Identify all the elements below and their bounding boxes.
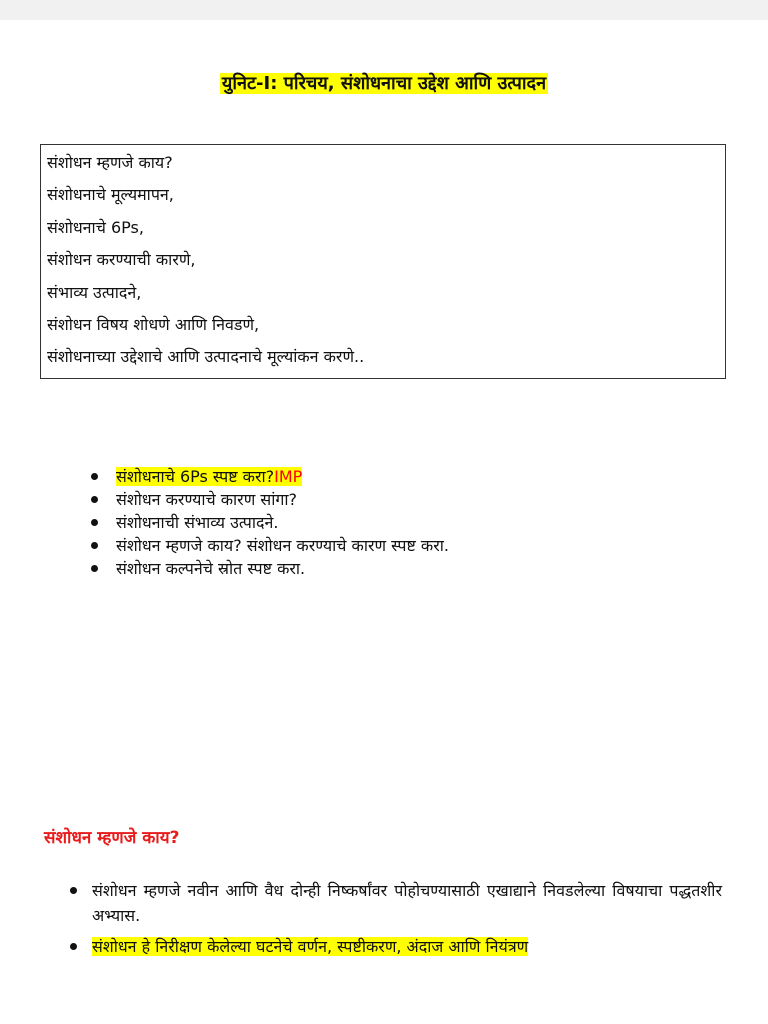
definition-text-highlighted: संशोधन हे निरीक्षण केलेल्या घटनेचे वर्णन, स्पष्टीकरण, अंदाज आणि नियंत्रण — [92, 937, 529, 956]
question-list — [88, 465, 449, 580]
definition-item — [68, 878, 722, 928]
unit-title — [0, 72, 768, 96]
topic-line: संशोधन म्हणजे काय? — [47, 153, 173, 172]
topic-line: संशोधनाचे 6Ps, — [47, 217, 144, 237]
unit-title-text: युनिट-I: परिचय, संशोधनाचा उद्देश आणि उत्पादन — [221, 73, 547, 94]
definition-list — [68, 878, 722, 965]
bullet-icon — [91, 473, 98, 480]
question-text: संशोधन कल्पनेचे स्रोत स्पष्ट करा. — [116, 559, 306, 578]
topic-line: संशोधनाच्या उद्देशाचे आणि उत्पादनाचे मूल्यांकन करणे.. — [47, 347, 365, 367]
question-item — [88, 465, 449, 488]
question-text: संशोधनाची संभाव्य उत्पादने. — [116, 513, 279, 532]
bullet-icon — [91, 542, 98, 549]
question-item — [88, 511, 449, 534]
bullet-icon — [91, 565, 98, 572]
topic-line: संशोधन करण्याची कारणे, — [47, 250, 196, 270]
question-text: संशोधन करण्याचे कारण सांगा? — [116, 490, 297, 509]
question-item — [88, 488, 449, 511]
question-item — [88, 557, 449, 580]
topic-line: संशोधनाचे मूल्यमापन, — [47, 185, 174, 205]
topic-line: संशोधन विषय शोधणे आणि निवडणे, — [47, 314, 260, 334]
bullet-icon — [91, 519, 98, 526]
bullet-icon — [91, 496, 98, 503]
question-text: संशोधनाचे 6Ps स्पष्ट करा? — [116, 467, 275, 486]
definition-item — [68, 934, 722, 959]
topics-box — [40, 144, 726, 379]
imp-tag: IMP — [274, 467, 303, 486]
question-text-highlighted — [116, 467, 302, 486]
definition-text: संशोधन म्हणजे नवीन आणि वैध दोन्ही निष्कर्षांवर पोहोचण्यासाठी एखाद्याने निवडलेल्या विषयाचा पद्धतशीर अभ्यास. — [92, 881, 722, 925]
document-page — [0, 20, 768, 1024]
bullet-icon — [70, 943, 77, 950]
bullet-icon — [70, 887, 77, 894]
question-item — [88, 534, 449, 557]
topic-line: संभाव्य उत्पादने, — [47, 282, 142, 302]
viewer-top-strip — [0, 0, 768, 20]
question-text: संशोधन म्हणजे काय? संशोधन करण्याचे कारण स्पष्ट करा. — [116, 536, 449, 555]
section-heading: संशोधन म्हणजे काय? — [44, 828, 180, 848]
